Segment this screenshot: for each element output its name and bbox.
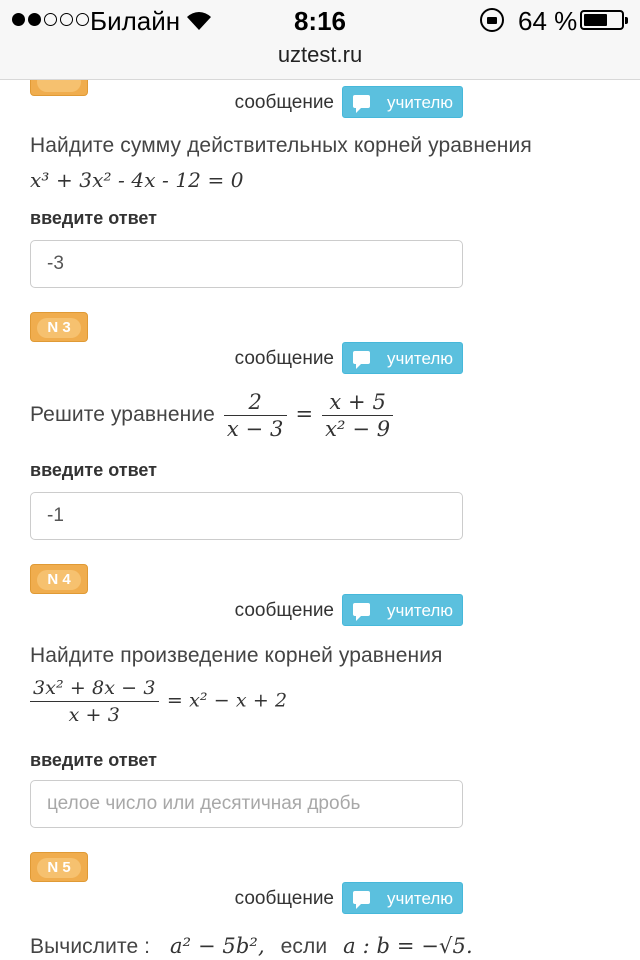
fraction-left: $\frac{2}{x - 3}$ xyxy=(224,390,287,441)
teacher-button-label: учителю xyxy=(387,601,454,620)
battery-percentage: 64 % xyxy=(518,6,578,36)
rotation-lock-icon xyxy=(480,8,504,32)
question-text xyxy=(30,134,532,158)
message-teacher-row xyxy=(0,594,640,628)
message-teacher-button[interactable] xyxy=(342,342,463,374)
equation xyxy=(30,168,244,193)
question-text xyxy=(30,644,443,668)
condition-label: если xyxy=(280,935,328,958)
answer-input[interactable] xyxy=(30,492,463,540)
question-text-label: Решите уравнение xyxy=(30,403,215,427)
clock: 8:16 xyxy=(293,6,347,36)
answer-label: введите ответ xyxy=(30,208,158,228)
fraction: $\frac{\text{3x² + 8x − 3}}{x + 3}$ xyxy=(30,676,159,727)
carrier-name: Билайн xyxy=(90,6,181,36)
message-teacher-button[interactable] xyxy=(342,594,463,626)
equation-text: x³ + 3x² - 4x - 12 = 0 xyxy=(30,168,244,192)
answer-input[interactable] xyxy=(30,780,463,828)
question-text-label: Найдите сумму действительных корней уравнения xyxy=(30,134,532,157)
answer-label: введите ответ xyxy=(30,460,158,480)
message-teacher-button[interactable] xyxy=(342,882,463,914)
question-text: Решите уравнение $\frac{2}{x - 3}$ = $\frac{x + 5}{\text{x² − 9}}$ xyxy=(30,390,396,441)
battery-icon xyxy=(580,10,624,30)
answer-input[interactable] xyxy=(30,240,463,288)
page-content xyxy=(0,80,640,960)
question-text-label: Найдите произведение корней уравнения xyxy=(30,644,443,667)
message-label: сообщение xyxy=(234,348,334,369)
question-number-badge: N 4 xyxy=(30,564,88,594)
message-label: сообщение xyxy=(234,888,334,909)
question-number-badge: N 5 xyxy=(30,852,88,882)
teacher-button-label: учителю xyxy=(387,93,454,112)
message-teacher-row xyxy=(0,882,640,916)
equation: $\frac{\text{3x² + 8x − 3}}{x + 3}$ = x² − x + 2 xyxy=(30,676,287,727)
chat-bubble-icon xyxy=(353,351,370,364)
message-teacher-row xyxy=(0,342,640,376)
url-text[interactable]: uztest.ru xyxy=(277,42,363,67)
status-bar xyxy=(0,0,640,40)
condition-expression: a : b = −√5. xyxy=(343,934,473,958)
message-label: сообщение xyxy=(234,600,334,621)
message-label: сообщение xyxy=(234,92,334,113)
question-text-label: Вычислите : xyxy=(30,935,151,958)
fraction-right: $\frac{x + 5}{\text{x² − 9}}$ xyxy=(322,390,393,441)
teacher-button-label: учителю xyxy=(387,349,454,368)
question-number-badge: N 3 xyxy=(30,312,88,342)
message-teacher-row xyxy=(0,86,640,120)
question-text xyxy=(30,934,473,959)
message-teacher-button[interactable] xyxy=(342,86,463,118)
address-bar[interactable] xyxy=(0,40,640,80)
chat-bubble-icon xyxy=(353,603,370,616)
answer-label: введите ответ xyxy=(30,750,158,770)
chat-bubble-icon xyxy=(353,891,370,904)
chat-bubble-icon xyxy=(353,95,370,108)
expression: a² − 5b², xyxy=(170,934,265,958)
teacher-button-label: учителю xyxy=(387,889,454,908)
